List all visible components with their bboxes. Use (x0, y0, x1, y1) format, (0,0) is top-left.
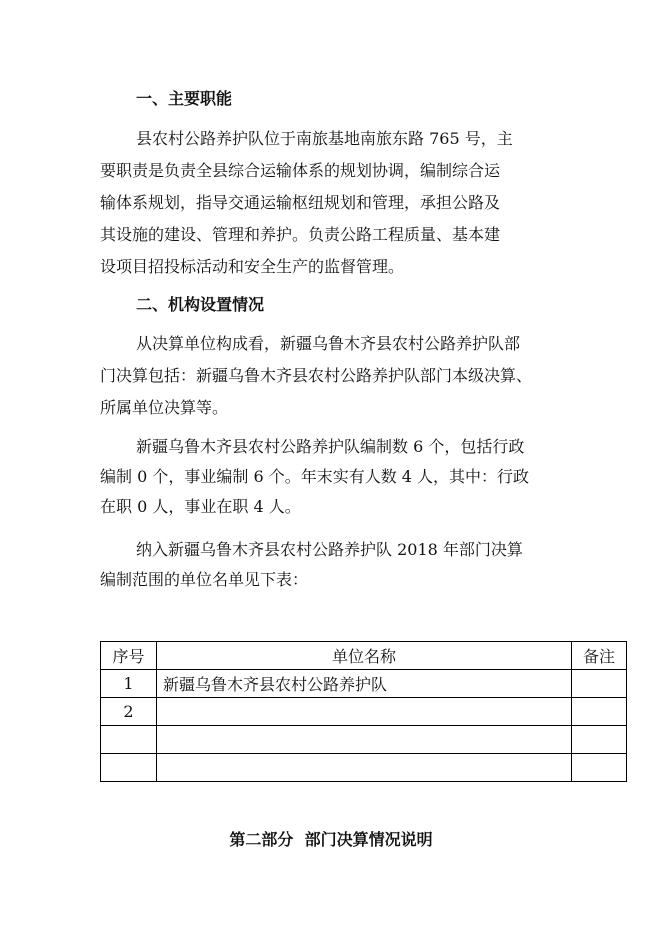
paragraph-line: 门决算包括：新疆乌鲁木齐县农村公路养护队部门本级决算、 (100, 366, 533, 385)
paragraph-line: 其设施的建设、管理和养护。负责公路工程质量、基本建 (100, 225, 501, 244)
table-header-row (101, 642, 627, 670)
paragraph-line: 编制范围的单位名单见下表： (100, 570, 309, 589)
table-row (101, 726, 627, 754)
paragraph-line: 在职 0 人，事业在职 4 人。 (100, 497, 301, 516)
cell-index: 1 (101, 670, 157, 698)
units-table (100, 641, 627, 782)
cell-remarks (572, 726, 627, 754)
paragraph-line: 编制 0 个，事业编制 6 个。年末实有人数 4 人，其中：行政 (100, 467, 530, 486)
cell-remarks (572, 754, 627, 782)
cell-unit-name: 新疆乌鲁木齐县农村公路养护队 (157, 670, 572, 698)
cell-index (101, 726, 157, 754)
table-row (101, 670, 627, 698)
header-cell-index: 序号 (101, 642, 157, 670)
cell-index (101, 754, 157, 782)
section-heading-organization: 二、机构设置情况 (136, 295, 265, 314)
section-heading-main-functions: 一、主要职能 (136, 89, 233, 108)
paragraph-line: 从决算单位构成看，新疆乌鲁木齐县农村公路养护队部 (136, 334, 521, 353)
cell-remarks (572, 670, 627, 698)
paragraph-line: 所属单位决算等。 (100, 398, 229, 417)
table-row (101, 698, 627, 726)
header-cell-remarks: 备注 (572, 642, 627, 670)
paragraph-line: 新疆乌鲁木齐县农村公路养护队编制数 6 个，包括行政 (136, 437, 525, 456)
header-cell-unit-name: 单位名称 (157, 642, 572, 670)
part-two-title: 第二部分 部门决算情况说明 (229, 830, 433, 849)
paragraph-line: 要职责是负责全县综合运输体系的规划协调，编制综合运 (100, 161, 501, 180)
cell-index: 2 (101, 698, 157, 726)
paragraph-line: 县农村公路养护队位于南旅基地南旅东路 765 号，主 (136, 129, 513, 148)
paragraph-line: 输体系规划，指导交通运输枢纽规划和管理，承担公路及 (100, 193, 501, 212)
cell-unit-name (157, 698, 572, 726)
paragraph-line: 纳入新疆乌鲁木齐县农村公路养护队 2018 年部门决算 (136, 540, 523, 559)
cell-remarks (572, 698, 627, 726)
paragraph-line: 设项目招投标活动和安全生产的监督管理。 (100, 257, 405, 276)
table-row (101, 754, 627, 782)
cell-unit-name (157, 726, 572, 754)
cell-unit-name (157, 754, 572, 782)
